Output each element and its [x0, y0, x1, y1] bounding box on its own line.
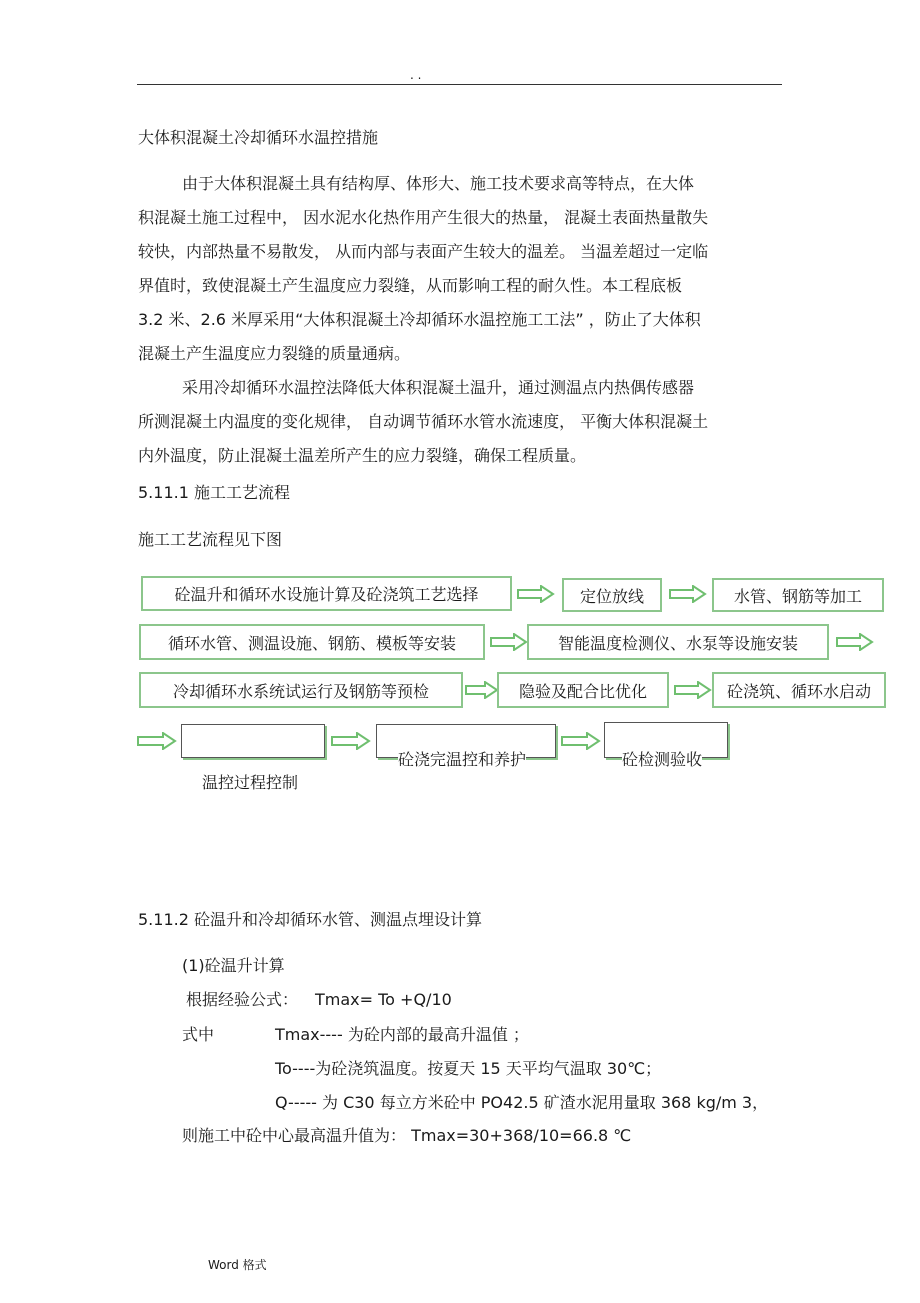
para1-line2: 积混凝土施工过程中， 因水泥水化热作用产生很大的热量， 混凝土表面热量散失	[138, 208, 709, 227]
page-footer: Word 格式	[208, 1258, 267, 1272]
definition-q: Q----- 为 C30 每立方米砼中 PO42.5 矿渣水泥用量取 368 kg/m 3，	[275, 1093, 769, 1112]
flow-arrow-3	[490, 633, 528, 651]
flow-arrow-7	[137, 732, 177, 750]
flow-step-9-box	[181, 724, 325, 758]
definition-tmax: Tmax---- 为砼内部的最高升温值 ；	[275, 1025, 529, 1044]
flow-arrow-8	[331, 732, 371, 750]
flow-step-10-label: 砼浇完温控和养护	[398, 750, 527, 769]
section1-intro: 施工工艺流程见下图	[138, 530, 283, 549]
flow-arrow-9	[561, 732, 601, 750]
flow-arrow-6	[674, 681, 712, 699]
para1-line6: 混凝土产生温度应力裂缝的质量通病。	[138, 344, 411, 363]
formula: Tmax= To +Q/10	[315, 990, 452, 1009]
flow-step-9-label: 温控过程控制	[202, 773, 299, 792]
doc-title: 大体积混凝土冷却循环水温控措施	[138, 128, 379, 147]
para2-line1: 采用冷却循环水温控法降低大体积混凝土温升，通过测温点内热偶传感器	[182, 378, 695, 397]
para1-line5: 3.2 米、2.6 米厚采用“大体积混凝土冷却循环水温控施工工法” ，防止了大体积	[138, 310, 701, 329]
header-rule	[137, 84, 782, 85]
flow-step-7: 隐验及配合比优化	[497, 672, 669, 708]
header-dots: . .	[410, 68, 422, 82]
flow-arrow-5	[465, 681, 499, 699]
definition-to: To----为砼浇筑温度。按夏天 15 天平均气温取 30℃；	[275, 1059, 662, 1078]
where-label: 式中	[182, 1025, 215, 1044]
flow-step-6: 冷却循环水系统试运行及钢筋等预检	[139, 672, 463, 708]
para1-line4: 界值时，致使混凝土产生温度应力裂缝，从而影响工程的耐久性。本工程底板	[138, 276, 683, 295]
para2-line2: 所测混凝土内温度的变化规律， 自动调节循环水管水流速度， 平衡大体积混凝土	[138, 412, 709, 431]
flow-step-8: 砼浇筑、循环水启动	[712, 672, 886, 708]
calc-subheading: (1)砼温升计算	[182, 956, 285, 975]
flow-step-3: 水管、钢筋等加工	[712, 578, 884, 612]
flow-step-1: 砼温升和循环水设施计算及砼浇筑工艺选择	[141, 576, 512, 611]
flow-arrow-1	[517, 585, 555, 603]
flow-arrow-4	[836, 633, 874, 651]
section2-heading: 5.11.2 砼温升和冷却循环水管、测温点埋设计算	[138, 910, 482, 929]
flow-step-4: 循环水管、测温设施、钢筋、模板等安装	[139, 624, 485, 660]
flow-arrow-2	[669, 585, 707, 603]
flow-step-11-label: 砼检测验收	[622, 750, 703, 769]
para1-line1: 由于大体积混凝土具有结构厚、体形大、施工技术要求高等特点，在大体	[182, 174, 695, 193]
flow-step-5: 智能温度检测仪、水泵等设施安装	[527, 624, 829, 660]
section1-heading: 5.11.1 施工工艺流程	[138, 483, 290, 502]
para2-line3: 内外温度，防止混凝土温差所产生的应力裂缝，确保工程质量。	[138, 446, 587, 465]
formula-label: 根据经验公式：	[186, 990, 299, 1009]
calc-result: 则施工中砼中心最高温升值为： Tmax=30+368/10=66.8 ℃	[182, 1126, 632, 1145]
para1-line3: 较快，内部热量不易散发， 从而内部与表面产生较大的温差。 当温差超过一定临	[138, 242, 709, 261]
flow-step-2: 定位放线	[562, 578, 662, 612]
